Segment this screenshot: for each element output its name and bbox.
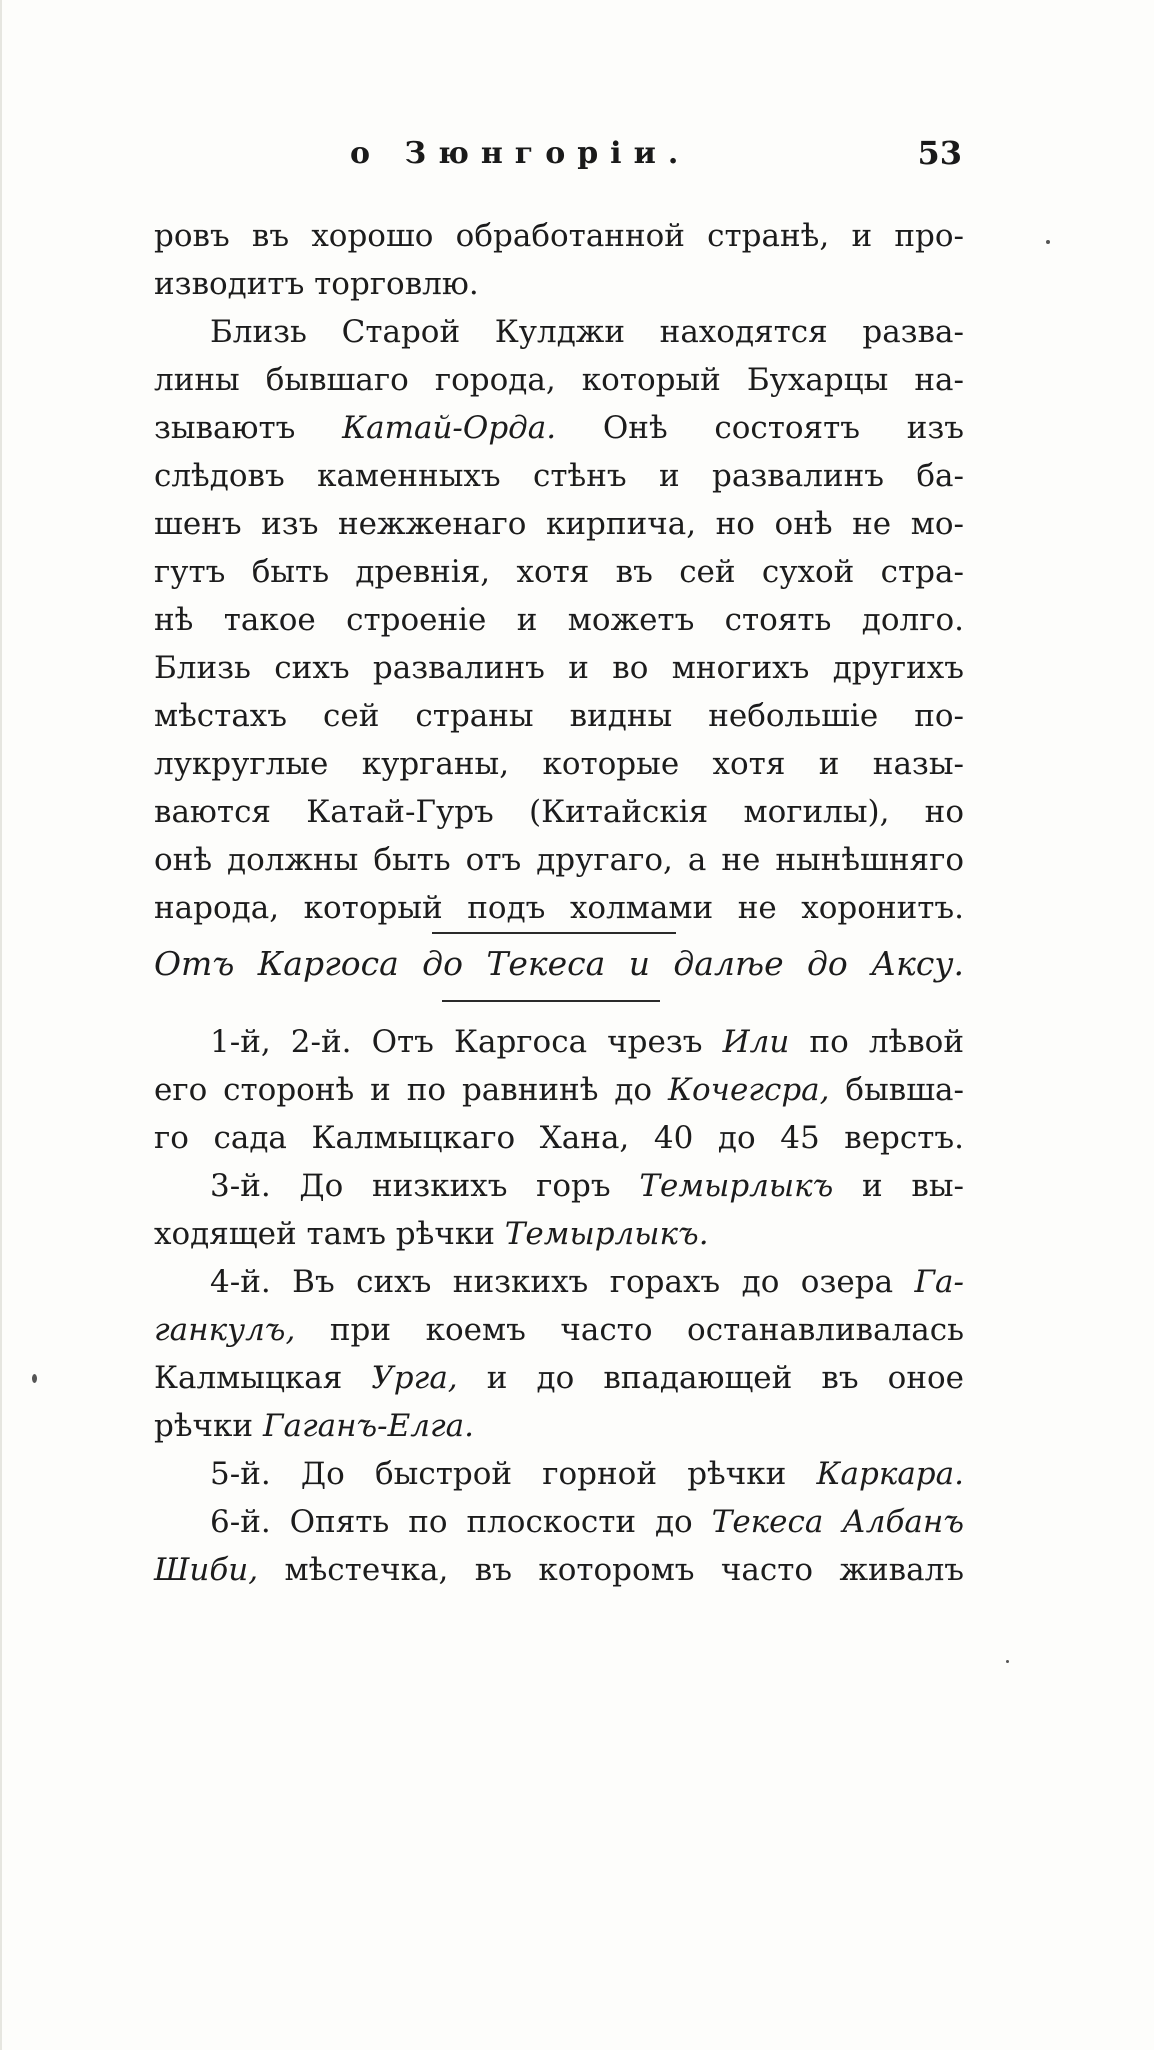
text-segment: Калмыцкая xyxy=(154,1360,343,1396)
place-name: Гаганъ-Елга. xyxy=(262,1408,475,1444)
page-number: 53 xyxy=(917,134,962,172)
text-segment: 4-й. Въ сихъ низкихъ горахъ до озера xyxy=(210,1264,894,1300)
ink-speck xyxy=(1046,240,1050,244)
section-heading: Отъ Каргоса до Текеса и далѣе до Аксу. xyxy=(154,944,964,983)
place-name: Темырлыкъ xyxy=(639,1168,834,1204)
text-line: гутъ быть древнія, хотя въ сей сухой стра- xyxy=(154,554,964,590)
place-name: Катай-Орда. xyxy=(342,410,557,446)
page-header xyxy=(232,134,962,184)
place-name: Урга, xyxy=(371,1360,458,1396)
text-line xyxy=(154,1498,964,1546)
text-line: слѣдовъ каменныхъ стѣнъ и развалинъ ба- xyxy=(154,458,964,494)
text-line: онѣ должны быть отъ другаго, а не нынѣшняго xyxy=(154,842,964,878)
text-segment: 5-й. До быстрой горной рѣчки xyxy=(210,1456,787,1492)
text-segment: Онѣ состоятъ изъ xyxy=(602,410,964,446)
text-line: народа, который подъ холмами не хоронитъ. xyxy=(154,890,964,926)
text-line xyxy=(154,1258,964,1306)
text-line: шенъ изъ нежженаго кирпича, но онѣ не мо- xyxy=(154,506,964,542)
text-line: Близь Старой Кулджи находятся разва- xyxy=(210,314,964,350)
text-segment: 6-й. Опять по плоскости до xyxy=(210,1504,693,1540)
place-name: Шиби, xyxy=(154,1552,259,1588)
text-segment: и вы- xyxy=(862,1168,964,1204)
text-line: ваются Катай-Гуръ (Китайскія могилы), но xyxy=(154,794,964,830)
place-name: Каркара. xyxy=(816,1456,964,1492)
text-line xyxy=(154,1450,964,1498)
place-name: Га- xyxy=(914,1264,964,1300)
text-line xyxy=(154,404,964,452)
ink-speck xyxy=(32,1374,37,1383)
text-segment: при коемъ часто останавливалась xyxy=(329,1312,964,1348)
text-segment: по лѣвой xyxy=(809,1024,964,1060)
section-divider-bottom xyxy=(442,1000,660,1002)
text-segment: 1-й, 2-й. Отъ Каргоса чрезъ xyxy=(210,1024,703,1060)
text-line: изводитъ торговлю. xyxy=(154,266,479,302)
text-line xyxy=(154,1546,964,1594)
text-segment: бывша- xyxy=(845,1072,964,1108)
text-segment: 3-й. До низкихъ горъ xyxy=(210,1168,611,1204)
place-name: Кочегсра, xyxy=(668,1072,830,1108)
text-line xyxy=(154,1162,964,1210)
text-line: мѣстахъ сей страны видны небольшіе по- xyxy=(154,698,964,734)
text-segment: мѣстечка, въ которомъ часто живалъ xyxy=(284,1552,965,1588)
place-name: Или xyxy=(722,1024,790,1060)
section-divider-top xyxy=(432,932,676,934)
text-line: лины бывшаго города, который Бухарцы на- xyxy=(154,362,964,398)
text-segment: его сторонѣ и по равнинѣ до xyxy=(154,1072,653,1108)
text-line: нѣ такое строеніе и можетъ стоять долго. xyxy=(154,602,964,638)
text-line xyxy=(154,1402,964,1450)
text-line: лукруглые курганы, которые хотя и назы- xyxy=(154,746,964,782)
text-line xyxy=(154,1018,964,1066)
text-segment: ходящей тамъ рѣчки xyxy=(154,1216,495,1252)
text-line: ровъ въ хорошо обработанной странѣ, и про- xyxy=(154,218,964,254)
place-name: Темырлыкъ. xyxy=(504,1216,709,1252)
paragraph-route xyxy=(154,1018,964,1594)
text-line xyxy=(154,1354,964,1402)
text-line: го сада Калмыцкаго Хана, 40 до 45 верстъ. xyxy=(154,1120,964,1156)
text-segment: рѣчки xyxy=(154,1408,254,1444)
text-line xyxy=(154,1306,964,1354)
text-line: Близь сихъ развалинъ и во многихъ другихъ xyxy=(154,650,964,686)
ink-speck xyxy=(1006,1660,1009,1663)
paragraph-ruins xyxy=(154,212,964,932)
running-title: о Зюнгоріи. xyxy=(350,136,691,171)
text-segment: и до впадающей въ оное xyxy=(486,1360,964,1396)
text-line xyxy=(154,1066,964,1114)
place-name: ганкулъ, xyxy=(154,1312,296,1348)
text-segment: зываютъ xyxy=(154,410,296,446)
place-name: Текеса Албанъ xyxy=(711,1504,964,1540)
text-line xyxy=(154,1210,964,1258)
